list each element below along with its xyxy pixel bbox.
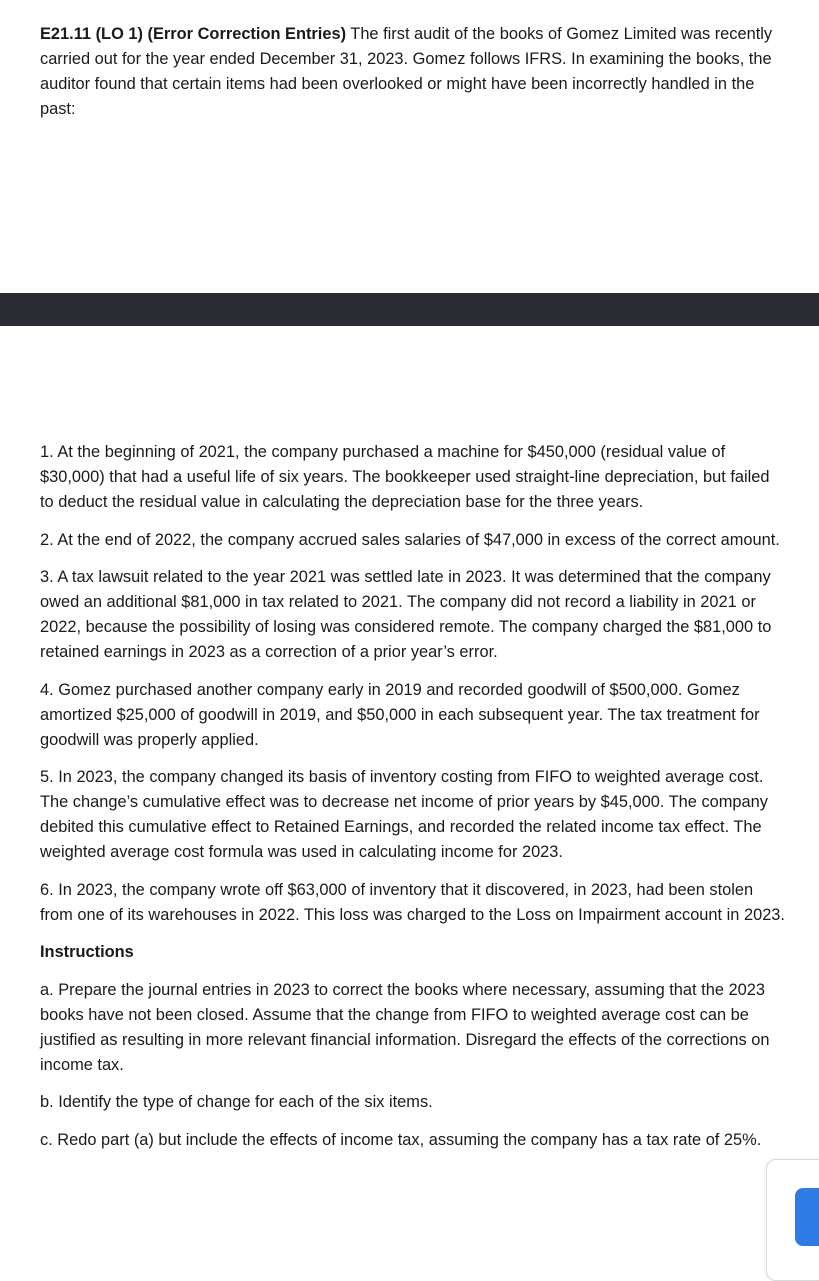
problem-heading: E21.11 (LO 1) (Error Correction Entries) <box>40 25 347 43</box>
list-item-5: 5. In 2023, the company changed its basis of inventory costing from FIFO to weighted average cost. The change’s cumulative effect was to decrease net income of prior years by $45,000. The company debited this cumulative effect to Retained Earnings, and recorded the related income tax effect. The weighted average cost formula was used in calculating income for 2023. <box>40 768 768 861</box>
help-widget-button[interactable] <box>766 1159 819 1281</box>
instructions-heading: Instructions <box>40 943 134 961</box>
problem-intro-text: The first audit of the books of Gomez Limited was recently carried out for the year ended December 31, 2023. Gomez follows IFRS. In examining the books, the auditor found that certain items had been overlooked or might have been incorrectly handled in the past: <box>40 25 773 118</box>
list-item-3: 3. A tax lawsuit related to the year 2021 was settled late in 2023. It was determined that the company owed an additional $81,000 in tax related to 2021. The company did not record a liability in 2021 or 2022, because the possibility of losing was considered remote. The company charged the $81,000 to retained earnings in 2023 as a correction of a prior year’s error. <box>40 568 772 661</box>
problem-intro <box>40 22 785 122</box>
chat-icon <box>795 1188 819 1246</box>
list-item-6: 6. In 2023, the company wrote off $63,000 of inventory that it discovered, in 2023, had been stolen from one of its warehouses in 2022. This loss was charged to the Loss on Impairment account in 2023. <box>40 880 785 924</box>
dark-divider-band <box>0 293 819 326</box>
instruction-part-b: b. Identify the type of change for each of the six items. <box>40 1093 433 1111</box>
instruction-part-a: a. Prepare the journal entries in 2023 to correct the books where necessary, assuming that the 2023 books have not been closed. Assume that the change from FIFO to weighted average cost can be justified as resulting in more relevant financial information. Disregard the effects of the corrections on income tax. <box>40 980 770 1074</box>
list-item-4: 4. Gomez purchased another company early in 2019 and recorded goodwill of $500,000. Gomez amortized $25,000 of goodwill in 2019, and $50,000 in each subsequent year. The tax treatment for goodwill was properly applied. <box>40 680 760 749</box>
list-item-1: 1. At the beginning of 2021, the company purchased a machine for $450,000 (residual value of $30,000) that had a useful life of six years. The bookkeeper used straight-line depreciation, but failed to deduct the residual value in calculating the depreciation base for the three years. <box>40 443 770 511</box>
instruction-part-c: c. Redo part (a) but include the effects of income tax, assuming the company has a tax rate of 25%. <box>40 1130 762 1149</box>
list-item-2: 2. At the end of 2022, the company accrued sales salaries of $47,000 in excess of the correct amount. <box>40 530 780 549</box>
problem-body <box>40 440 785 1165</box>
